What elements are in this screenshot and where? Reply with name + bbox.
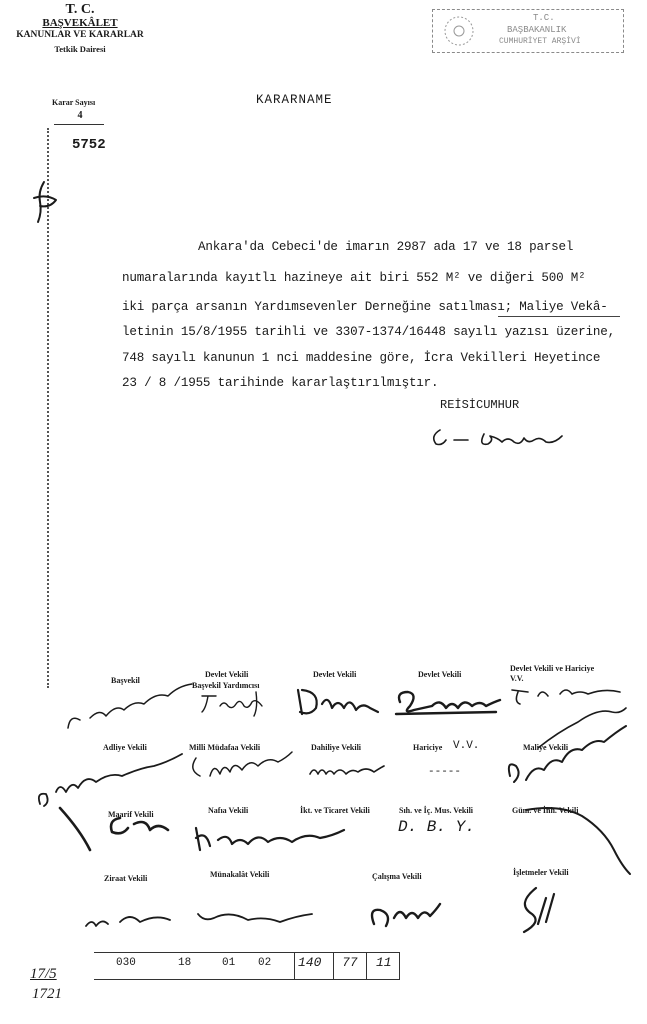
registry-cell-3: 01 [222, 957, 236, 969]
karar-sayisi-underline [54, 124, 104, 125]
archive-stamp [432, 9, 624, 53]
handwritten-note-2: 1721 [32, 986, 62, 1002]
decree-number: 5752 [72, 137, 106, 153]
label-isletmeler: İşletmeler Vekili [513, 868, 569, 877]
handwritten-note-1: 17/5 [30, 966, 57, 982]
registry-cell-1: 030 [116, 957, 136, 969]
signature-devlet-3 [392, 684, 504, 718]
label-munakalat: Münakalât Vekili [210, 870, 270, 879]
label-maliye: Maliye Vekili [523, 743, 569, 752]
label-adliye: Adliye Vekili [103, 743, 147, 752]
president-title: REİSİCUMHUR [440, 398, 520, 412]
label-devlet-vekili-hariciye: Devlet Vekili ve Hariciye V.V. [510, 664, 595, 683]
signature-maarif [50, 800, 180, 860]
president-signature [428, 424, 568, 454]
registry-cell-6: 77 [342, 955, 358, 970]
karar-sayisi-value: 4 [77, 110, 83, 121]
signature-devlet-2 [292, 680, 382, 720]
document-title: KARARNAME [256, 93, 333, 107]
body-line-6: 23 / 8 /1955 tarihinde kararlaştırılmıştır. [122, 376, 439, 390]
label-nafia: Nafıa Vekili [208, 806, 249, 815]
label-basvekil-yardimcisi: Başvekil Yardımcısı [192, 681, 260, 690]
signature-gumruk [520, 800, 640, 880]
label-gumruk: Güm. ve İnh. Vekili [512, 806, 579, 815]
registry-cell-2: 18 [178, 957, 192, 969]
signature-maliye [500, 720, 630, 790]
label-maarif: Maarif Vekili [108, 810, 154, 819]
body-line-1: Ankara'da Cebeci'de imarın 2987 ada 17 ve 18 parsel [198, 240, 574, 254]
label-devlet-vekili-3: Devlet Vekili [418, 670, 462, 679]
registry-cell-4: 02 [258, 957, 272, 969]
signature-basvekil [60, 658, 200, 738]
stamp-seal-icon [441, 14, 477, 48]
registry-cell-7: 11 [376, 955, 392, 970]
body-line-4: letinin 15/8/1955 tarihli ve 3307-1374/16448 sayılı yazısı üzerine, [122, 325, 615, 339]
label-ziraat: Ziraat Vekili [104, 874, 148, 883]
registry-strip [94, 952, 400, 980]
signature-isletmeler [506, 880, 576, 936]
header-dept: Tetkik Dairesi [54, 44, 106, 54]
signature-koprulu [196, 688, 276, 718]
signature-ziraat [80, 900, 320, 940]
header-office: KANUNLAR VE KARARLAR [16, 30, 144, 40]
body-line-5: 748 sayılı kanunun 1 nci maddesine göre, İcra Vekilleri Heyetince [122, 351, 601, 365]
signature-milli-mudafaa [186, 748, 296, 784]
registry-divider-1 [294, 953, 295, 979]
registry-divider-2 [333, 953, 334, 979]
stamp-line-3: CUMHURİYET ARŞİVİ [499, 37, 581, 46]
hariciye-dash: ----- [428, 766, 462, 778]
label-hariciye: Hariciye [413, 743, 443, 752]
registry-divider-4 [399, 953, 400, 979]
underline-maliye [498, 316, 620, 317]
body-line-2: numaralarında kayıtlı hazineye ait biri 552 M² ve diğeri 500 M² [122, 271, 586, 285]
label-devlet-vekili-1: Devlet Vekili [205, 670, 249, 679]
signature-dahiliye [306, 760, 386, 784]
stamp-line-1: T.C. [533, 13, 555, 23]
margin-handwritten-mark [30, 178, 60, 226]
header-tc: T. C. [65, 2, 95, 17]
karar-sayisi-label: Karar Sayısı [52, 98, 96, 107]
label-dahiliye: Dahiliye Vekili [311, 743, 362, 752]
registry-cell-5: 140 [298, 955, 322, 970]
label-devlet-vekili-2: Devlet Vekili [313, 670, 357, 679]
label-basvekil: Başvekil [111, 676, 140, 685]
label-calisma: Çalışma Vekili [372, 872, 422, 881]
signature-nafia [188, 820, 348, 856]
stamp-line-2: BAŞBAKANLIK [507, 25, 567, 35]
label-hariciye-vv: V.V. [453, 740, 480, 752]
sihhiye-initials: D. B. Y. [398, 818, 475, 836]
registry-divider-3 [366, 953, 367, 979]
body-line-3: iki parça arsanın Yardımsevenler Derneğine satılması; Maliye Vekâ- [122, 300, 608, 314]
label-milli-mudafaa: Milli Müdafaa Vekili [189, 743, 261, 752]
label-sihhiye: Sıh. ve İç. Mus. Vekili [399, 806, 474, 815]
header-ministry: BAŞVEKÂLET [42, 17, 118, 29]
label-iktisat-ticaret: İkt. ve Ticaret Vekili [300, 806, 370, 815]
signature-calisma [366, 888, 446, 936]
